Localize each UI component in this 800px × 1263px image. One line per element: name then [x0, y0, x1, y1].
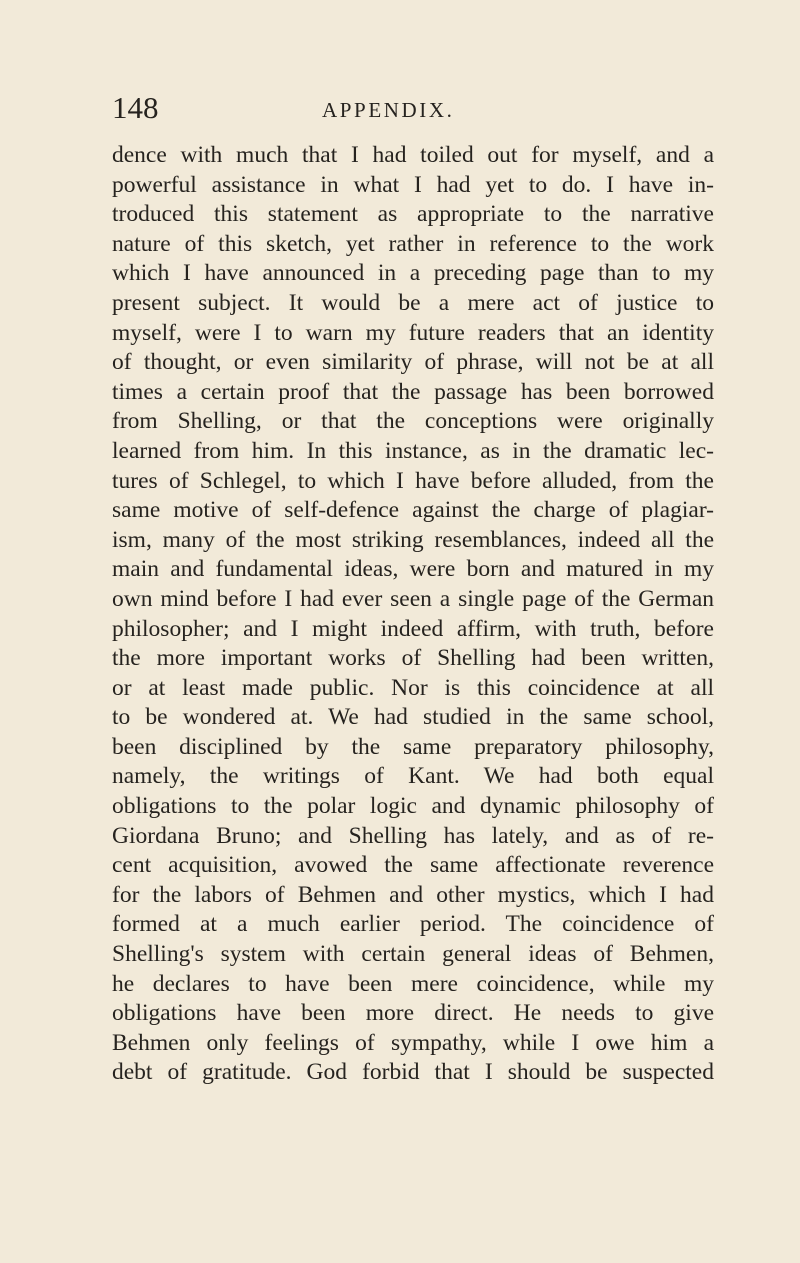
text-line: troduced this statement as appropriate to the narrative	[112, 201, 714, 228]
text-line: which I have announced in a preceding page than to my	[112, 260, 714, 287]
text-line: present subject. It would be a mere act of justice to	[112, 289, 714, 316]
text-line: same motive of self-defence against the charge of plagiar-	[112, 497, 714, 524]
text-line: from Shelling, or that the conceptions were originally	[112, 408, 714, 435]
text-line: obligations to the polar logic and dynamic philosophy of	[112, 793, 714, 820]
text-line: Giordana Bruno; and Shelling has lately, and as of re-	[112, 822, 714, 849]
text-line: formed at a much earlier period. The coincidence of	[112, 911, 714, 938]
text-line: he declares to have been mere coincidence, while my	[112, 970, 714, 997]
text-line: namely, the writings of Kant. We had both equal	[112, 763, 714, 790]
text-line: of thought, or even similarity of phrase, will not be at all	[112, 349, 714, 376]
page-number: 148	[112, 90, 159, 125]
text-line: cent acquisition, avowed the same affectionate reverence	[112, 852, 714, 879]
text-line: to be wondered at. We had studied in the same school,	[112, 704, 714, 731]
text-line: philosopher; and I might indeed affirm, with truth, before	[112, 615, 714, 642]
text-line: powerful assistance in what I had yet to do. I have in-	[112, 171, 714, 198]
text-line: times a certain proof that the passage has been borrowed	[112, 378, 714, 405]
text-line: ism, many of the most striking resemblances, indeed all the	[112, 526, 714, 553]
text-line: main and fundamental ideas, were born and matured in my	[112, 556, 714, 583]
text-line: for the labors of Behmen and other mystics, which I had	[112, 881, 714, 908]
text-line: Behmen only feelings of sympathy, while I owe him a	[112, 1029, 714, 1056]
running-head	[112, 88, 712, 128]
text-line: myself, were I to warn my future readers that an identity	[112, 319, 714, 346]
text-line: been disciplined by the same preparatory philosophy,	[112, 733, 714, 760]
running-title: APPENDIX.	[322, 98, 455, 122]
text-line: debt of gratitude. God forbid that I should be suspected	[112, 1059, 714, 1086]
text-line: dence with much that I had toiled out for myself, and a	[112, 142, 714, 168]
text-line: the more important works of Shelling had been written,	[112, 645, 714, 672]
text-line: tures of Schlegel, to which I have before alluded, from the	[112, 467, 714, 494]
text-line: own mind before I had ever seen a single page of the German	[112, 585, 714, 612]
text-line: obligations have been more direct. He needs to give	[112, 1000, 714, 1027]
text-line: or at least made public. Nor is this coincidence at all	[112, 674, 714, 701]
text-line: Shelling's system with certain general ideas of Behmen,	[112, 941, 714, 968]
text-line: nature of this sketch, yet rather in reference to the work	[112, 230, 714, 257]
text-line: learned from him. In this instance, as in the dramatic lec-	[112, 437, 714, 464]
body-text	[112, 141, 714, 1088]
